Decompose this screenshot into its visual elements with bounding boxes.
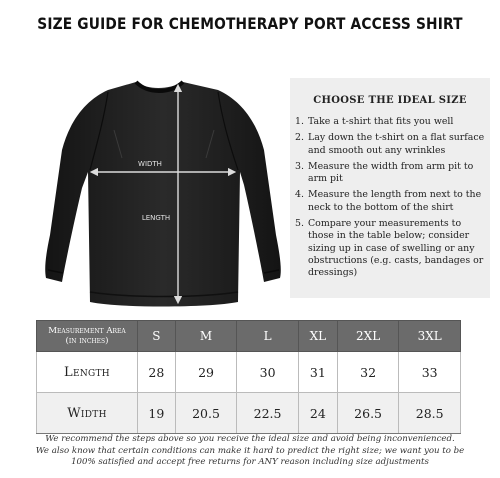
table-cell: 31 xyxy=(298,352,337,393)
size-header: L xyxy=(237,321,299,352)
table-cell: 29 xyxy=(175,352,237,393)
step-text: Take a t-shirt that fits you well xyxy=(308,116,454,127)
table-cell: 28.5 xyxy=(399,393,461,434)
table-cell: 26.5 xyxy=(337,393,399,434)
footer-line: 100% satisfied and accept free returns for ANY reason including size adjustments xyxy=(71,457,429,467)
sweatshirt-image xyxy=(18,70,293,310)
size-guide-panel xyxy=(290,78,490,298)
guide-step xyxy=(295,116,485,128)
header-area-line1: Measurement Area xyxy=(48,326,126,336)
size-header: 3XL xyxy=(399,321,461,352)
size-header: XL xyxy=(298,321,337,352)
page-title: SIZE GUIDE FOR CHEMOTHERAPY PORT ACCESS SHIRT xyxy=(37,14,463,33)
size-table xyxy=(36,320,461,434)
size-header: M xyxy=(175,321,237,352)
guide-heading: CHOOSE THE IDEAL SIZE xyxy=(313,95,467,106)
width-label: WIDTH xyxy=(138,160,162,168)
table-row xyxy=(37,352,461,393)
table-cell: 28 xyxy=(138,352,176,393)
row-label: Width xyxy=(37,393,138,434)
step-text: Compare your measurements to those in the table below; consider sizing up in case of swelling or any obstructions (e.g. casts, bandages or dressings) xyxy=(308,218,484,279)
footer-line: We also know that certain conditions can make it hard to predict the right size; we want you to be xyxy=(35,445,465,456)
guide-step xyxy=(295,218,485,279)
footer-line: We recommend the steps above so you receive the ideal size and avoid being inconvenienced. xyxy=(45,434,455,444)
row-label: Length xyxy=(37,352,138,393)
step-number: 1. xyxy=(295,116,304,127)
step-text: Measure the width from arm pit to arm pit xyxy=(308,160,474,185)
table-header-row xyxy=(37,321,461,352)
step-text: Lay down the t-shirt on a flat surface and smooth out any wrinkles xyxy=(308,132,485,156)
table-row xyxy=(37,393,461,434)
table-cell: 30 xyxy=(237,352,299,393)
measurement-area-header xyxy=(37,321,138,352)
step-number: 3. xyxy=(295,160,304,172)
table-cell: 32 xyxy=(337,352,399,393)
size-header: S xyxy=(138,321,176,352)
size-header: 2XL xyxy=(337,321,399,352)
table-cell: 24 xyxy=(298,393,337,434)
step-text: Measure the length from next to the neck to the bottom of the shirt xyxy=(308,189,482,213)
guide-step xyxy=(295,161,485,186)
guide-step xyxy=(295,189,485,214)
step-number: 5. xyxy=(295,218,304,230)
shirt-diagram xyxy=(18,70,293,310)
guide-step xyxy=(295,132,485,157)
shirt-body xyxy=(45,82,281,307)
header-area-line2: (in inches) xyxy=(65,336,109,346)
guide-steps xyxy=(295,116,485,284)
footer-note xyxy=(0,434,500,469)
length-label: LENGTH xyxy=(141,214,171,222)
table-cell: 19 xyxy=(138,393,176,434)
step-number: 4. xyxy=(295,189,304,201)
table-cell: 22.5 xyxy=(237,393,299,434)
table-cell: 20.5 xyxy=(175,393,237,434)
table-cell: 33 xyxy=(399,352,461,393)
step-number: 2. xyxy=(295,132,304,144)
